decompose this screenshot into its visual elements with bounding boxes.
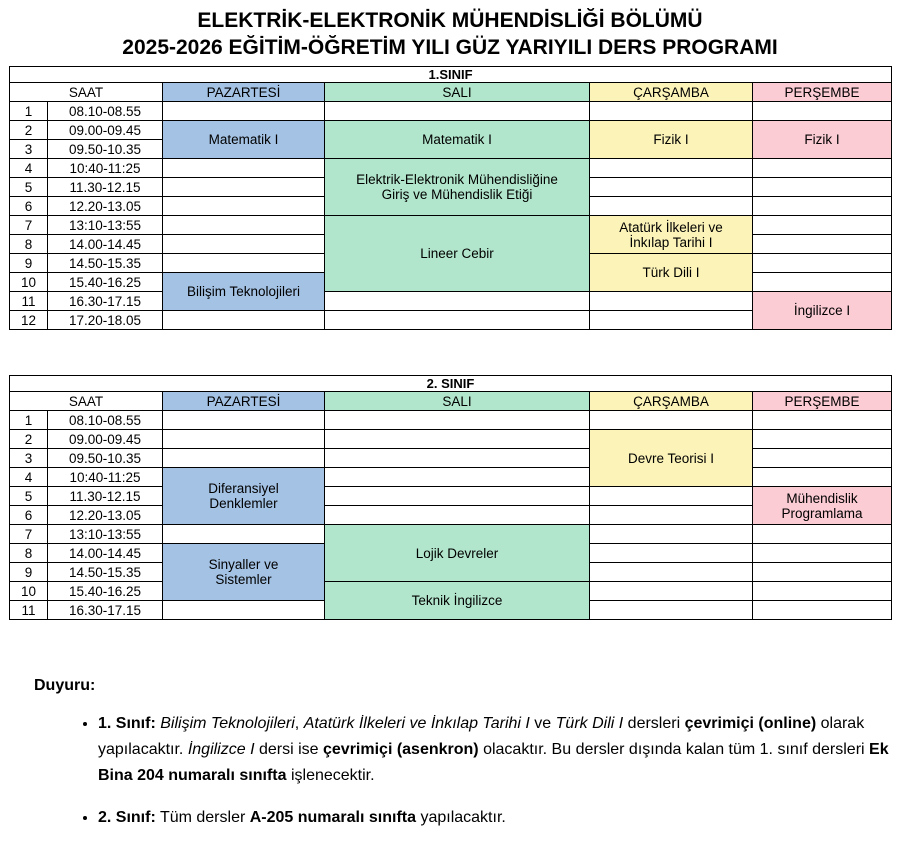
notice-text: Tüm dersler [155, 809, 250, 826]
course-name: Bilişim Teknolojileri [160, 715, 295, 732]
empty-cell [590, 411, 753, 430]
table-row [10, 121, 892, 140]
table-row [10, 411, 892, 430]
course-cell [590, 216, 753, 254]
course-line: Elektrik-Elektronik Mühendisliğine [356, 172, 558, 187]
thursday-header: PERŞEMBE [753, 392, 892, 411]
empty-cell [163, 311, 325, 330]
period-time: 09.00-09.45 [48, 121, 163, 140]
course-name: Atatürk İlkeleri ve İnkılap Tarihi I [303, 715, 530, 732]
period-number: 8 [10, 235, 48, 254]
notice-item-second-year [98, 805, 900, 831]
table-row [10, 292, 892, 311]
empty-cell [590, 601, 753, 620]
period-number: 2 [10, 121, 48, 140]
empty-cell [590, 563, 753, 582]
course-cell [163, 468, 325, 525]
empty-cell [325, 102, 590, 121]
period-time: 16.30-17.15 [48, 601, 163, 620]
course-cell: Matematik I [325, 121, 590, 159]
saat-header: SAAT [10, 83, 163, 102]
notice-label: 1. Sınıf: [98, 715, 156, 732]
table-caption: 1.SINIF [10, 67, 892, 83]
table-row [10, 487, 892, 506]
table-row [10, 468, 892, 487]
period-time: 11.30-12.15 [48, 178, 163, 197]
notice-list [64, 711, 900, 847]
course-line: Diferansiyel [208, 481, 279, 496]
empty-cell [590, 159, 753, 178]
course-cell: Fizik I [590, 121, 753, 159]
empty-cell [163, 102, 325, 121]
empty-cell [325, 311, 590, 330]
course-line: Programlama [781, 505, 863, 521]
course-cell [325, 159, 590, 216]
empty-cell [325, 411, 590, 430]
course-cell: Lineer Cebir [325, 216, 590, 292]
course-line: Giriş ve Mühendislik Etiği [381, 187, 533, 202]
course-cell [753, 487, 892, 525]
period-number: 10 [10, 582, 48, 601]
period-number: 7 [10, 216, 48, 235]
notice-text: ve [529, 715, 556, 732]
empty-cell [163, 254, 325, 273]
empty-cell [325, 506, 590, 525]
period-number: 4 [10, 468, 48, 487]
empty-cell [753, 411, 892, 430]
empty-cell [590, 487, 753, 506]
course-line: Mühendislik [786, 490, 858, 506]
empty-cell [163, 159, 325, 178]
period-time: 09.00-09.45 [48, 430, 163, 449]
period-time: 17.20-18.05 [48, 311, 163, 330]
monday-header: PAZARTESİ [163, 83, 325, 102]
table-row [10, 102, 892, 121]
course-cell: Devre Teorisi I [590, 430, 753, 487]
course-name: İngilizce I [187, 741, 255, 758]
course-cell: İngilizce I [753, 292, 892, 330]
empty-cell [590, 311, 753, 330]
notice-text: olacaktır. Bu dersler dışında kalan tüm 1. sınıf dersleri [478, 741, 870, 758]
empty-cell [163, 525, 325, 544]
period-time: 08.10-08.55 [48, 102, 163, 121]
notice-text: yapılacaktır. [416, 809, 506, 826]
header-row [10, 83, 892, 102]
period-number: 1 [10, 102, 48, 121]
course-line: Atatürk İlkeleri ve [619, 219, 723, 235]
empty-cell [163, 411, 325, 430]
notice-text: , [294, 715, 304, 732]
period-time: 10:40-11:25 [48, 159, 163, 178]
course-cell [163, 544, 325, 601]
table-row [10, 159, 892, 178]
empty-cell [590, 178, 753, 197]
course-cell: Türk Dili I [590, 254, 753, 292]
empty-cell [590, 525, 753, 544]
course-cell: Bilişim Teknolojileri [163, 273, 325, 311]
empty-cell [753, 273, 892, 292]
notice-text: olarak yapılacaktır. [98, 715, 865, 758]
course-cell: Matematik I [163, 121, 325, 159]
empty-cell [590, 292, 753, 311]
period-time: 13:10-13:55 [48, 216, 163, 235]
table-row [10, 216, 892, 235]
empty-cell [590, 582, 753, 601]
period-number: 9 [10, 254, 48, 273]
notice-text: dersi ise [254, 741, 323, 758]
empty-cell [325, 468, 590, 487]
monday-header: PAZARTESİ [163, 392, 325, 411]
empty-cell [590, 506, 753, 525]
table-row [10, 582, 892, 601]
empty-cell [753, 525, 892, 544]
wednesday-header: ÇARŞAMBA [590, 83, 753, 102]
notice-label: 2. Sınıf: [98, 809, 156, 826]
empty-cell [753, 449, 892, 468]
period-number: 2 [10, 430, 48, 449]
period-time: 12.20-13.05 [48, 197, 163, 216]
course-line: İnkılap Tarihi I [629, 234, 713, 250]
period-number: 11 [10, 601, 48, 620]
empty-cell [590, 544, 753, 563]
notice-emphasis: çevrimiçi (online) [684, 715, 817, 732]
course-cell: Teknik İngilizce [325, 582, 590, 620]
second-year-schedule-table [9, 375, 892, 620]
empty-cell [163, 430, 325, 449]
empty-cell [325, 487, 590, 506]
period-number: 5 [10, 178, 48, 197]
course-line: Sinyaller ve [208, 557, 279, 572]
page-title: ELEKTRİK-ELEKTRONİK MÜHENDİSLİĞİ BÖLÜMÜ [197, 9, 703, 32]
course-name: Türk Dili I [555, 715, 624, 732]
period-time: 09.50-10.35 [48, 140, 163, 159]
course-line: Sistemler [215, 572, 272, 587]
period-number: 12 [10, 311, 48, 330]
period-time: 09.50-10.35 [48, 449, 163, 468]
empty-cell [325, 430, 590, 449]
period-number: 9 [10, 563, 48, 582]
notice-item-first-year [98, 711, 900, 789]
table-row [10, 430, 892, 449]
page-subtitle: 2025-2026 EĞİTİM-ÖĞRETİM YILI GÜZ YARIYILI DERS PROGRAMI [122, 36, 778, 59]
period-time: 14.50-15.35 [48, 563, 163, 582]
table-row [10, 525, 892, 544]
period-time: 14.50-15.35 [48, 254, 163, 273]
header-row [10, 392, 892, 411]
empty-cell [753, 159, 892, 178]
period-number: 4 [10, 159, 48, 178]
notice-emphasis: A-205 numaralı sınıfta [249, 809, 417, 826]
empty-cell [163, 197, 325, 216]
course-cell: Lojik Devreler [325, 525, 590, 582]
empty-cell [163, 178, 325, 197]
period-time: 12.20-13.05 [48, 506, 163, 525]
period-number: 7 [10, 525, 48, 544]
empty-cell [753, 601, 892, 620]
thursday-header: PERŞEMBE [753, 83, 892, 102]
period-time: 16.30-17.15 [48, 292, 163, 311]
table-caption: 2. SINIF [10, 376, 892, 392]
empty-cell [163, 449, 325, 468]
empty-cell [753, 254, 892, 273]
empty-cell [590, 197, 753, 216]
period-number: 1 [10, 411, 48, 430]
first-year-schedule-table [9, 66, 892, 330]
tuesday-header: SALI [325, 392, 590, 411]
empty-cell [753, 544, 892, 563]
notice-text: dersleri [623, 715, 685, 732]
empty-cell [163, 235, 325, 254]
empty-cell [753, 235, 892, 254]
table-row [10, 449, 892, 468]
period-time: 14.00-14.45 [48, 235, 163, 254]
period-number: 6 [10, 506, 48, 525]
empty-cell [753, 216, 892, 235]
period-time: 13:10-13:55 [48, 525, 163, 544]
notice-emphasis: çevrimiçi (asenkron) [323, 741, 479, 758]
empty-cell [753, 430, 892, 449]
notice-emphasis: Ek Bina 204 numaralı sınıfta [98, 741, 889, 784]
empty-cell [325, 449, 590, 468]
empty-cell [163, 216, 325, 235]
empty-cell [163, 601, 325, 620]
empty-cell [590, 102, 753, 121]
period-number: 10 [10, 273, 48, 292]
period-time: 14.00-14.45 [48, 544, 163, 563]
period-number: 3 [10, 449, 48, 468]
period-number: 11 [10, 292, 48, 311]
tuesday-header: SALI [325, 83, 590, 102]
period-time: 08.10-08.55 [48, 411, 163, 430]
empty-cell [753, 582, 892, 601]
period-time: 15.40-16.25 [48, 273, 163, 292]
period-number: 6 [10, 197, 48, 216]
period-time: 10:40-11:25 [48, 468, 163, 487]
empty-cell [753, 178, 892, 197]
saat-header: SAAT [10, 392, 163, 411]
period-time: 15.40-16.25 [48, 582, 163, 601]
notice-text: işlenecektir. [286, 767, 375, 784]
period-number: 8 [10, 544, 48, 563]
course-cell: Fizik I [753, 121, 892, 159]
empty-cell [753, 197, 892, 216]
wednesday-header: ÇARŞAMBA [590, 392, 753, 411]
empty-cell [753, 102, 892, 121]
empty-cell [325, 292, 590, 311]
period-number: 3 [10, 140, 48, 159]
empty-cell [753, 468, 892, 487]
period-time: 11.30-12.15 [48, 487, 163, 506]
empty-cell [753, 563, 892, 582]
course-line: Denklemler [209, 496, 278, 511]
notice-title: Duyuru: [34, 677, 96, 694]
period-number: 5 [10, 487, 48, 506]
